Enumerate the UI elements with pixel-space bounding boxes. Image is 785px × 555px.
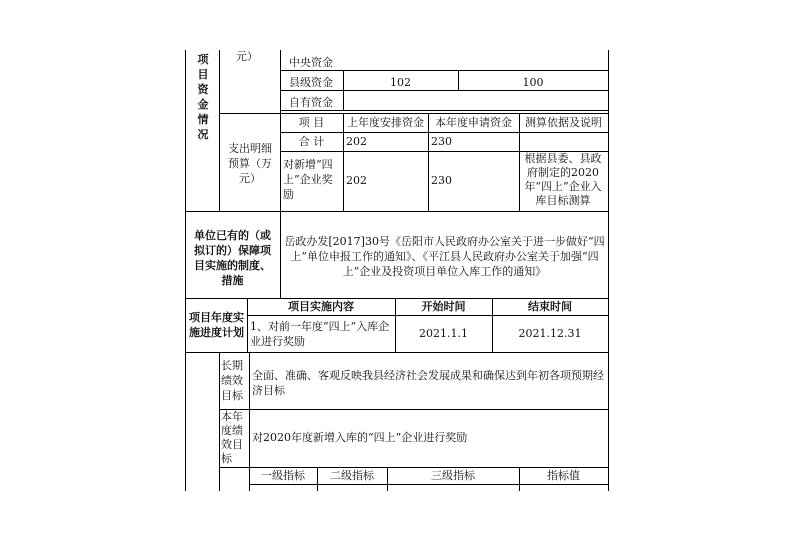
indicator-header-value: 指标值	[547, 469, 580, 482]
header-prev-funds: 上年度安排资金	[347, 116, 424, 129]
schedule-label: 项目年度实施进度计划	[189, 311, 244, 339]
schedule-row-start: 2021.1.1	[419, 327, 468, 340]
indicator-header-l1: 一级指标	[261, 469, 305, 482]
total-label: 合 计	[298, 135, 325, 148]
grid-line	[280, 90, 608, 91]
grid-line	[219, 409, 608, 410]
funding-section-label: 项目资金情况	[197, 53, 209, 141]
schedule-row-content: 1、对前一年度“四上”入库企业进行奖励	[250, 320, 390, 348]
grid-line	[280, 132, 608, 133]
annual-goal-text: 对2020年度新增入库的“四上”企业进行奖励	[252, 431, 468, 444]
grid-line	[219, 467, 608, 468]
grid-line	[280, 50, 281, 211]
table-border-left	[185, 50, 186, 491]
long-term-goal-text: 全面、准确、客观反映我县经济社会发展成果和确保达到年初各项预期经济目标	[252, 369, 604, 397]
grid-line	[280, 110, 608, 111]
table-border-right	[608, 50, 609, 491]
funding-curr-value: 100	[522, 76, 544, 89]
grid-line	[185, 211, 608, 212]
guarantee-label: 单位已有的（或拟订的）保障项目实施的制度、措施	[194, 229, 271, 287]
unit-fragment: 元）	[236, 50, 258, 63]
grid-line	[247, 315, 608, 316]
funding-row-label: 自有资金	[289, 96, 333, 109]
total-curr: 230	[431, 135, 452, 148]
header-item: 项 目	[298, 116, 325, 129]
header-curr-funds: 本年度申请资金	[435, 116, 512, 129]
grid-line	[280, 70, 608, 71]
long-term-goal-label: 长期绩效目标	[221, 359, 243, 402]
funding-row-label: 中央资金	[289, 56, 333, 69]
funding-prev-value: 102	[390, 76, 411, 89]
grid-line	[249, 484, 608, 485]
grid-line	[219, 113, 608, 114]
grid-line	[219, 352, 220, 491]
item-curr: 230	[431, 174, 452, 187]
schedule-header-end: 结束时间	[528, 300, 572, 313]
header-basis: 测算依据及说明	[525, 116, 602, 129]
item-basis: 根据县委、县政府制定的2020年“四上”企业入库目标测算	[524, 152, 602, 207]
grid-line	[280, 211, 281, 298]
funding-row-label: 县级资金	[289, 76, 333, 89]
schedule-header-content: 项目实施内容	[288, 300, 354, 313]
item-label: 对新增“四上”企业奖励	[283, 158, 333, 201]
indicator-header-l2: 二级指标	[330, 469, 374, 482]
schedule-header-start: 开始时间	[421, 300, 466, 313]
indicator-header-l3: 三级指标	[431, 469, 475, 482]
grid-line	[185, 298, 608, 299]
schedule-row-end: 2021.12.31	[518, 327, 582, 340]
total-prev: 202	[346, 135, 367, 148]
detail-budget-label: 支出明细预算（万元）	[228, 142, 272, 185]
item-prev: 202	[346, 174, 367, 187]
guarantee-text: 岳政办发[2017]30号《岳阳市人民政府办公室关于进一步做好“四上”单位申报工作的通知》、《平江县人民政府办公室关于加强“四上”企业及投资项目单位入库工作的通知》	[284, 235, 605, 278]
annual-goal-label: 本年度绩效目标	[221, 410, 243, 465]
grid-line	[219, 50, 220, 211]
